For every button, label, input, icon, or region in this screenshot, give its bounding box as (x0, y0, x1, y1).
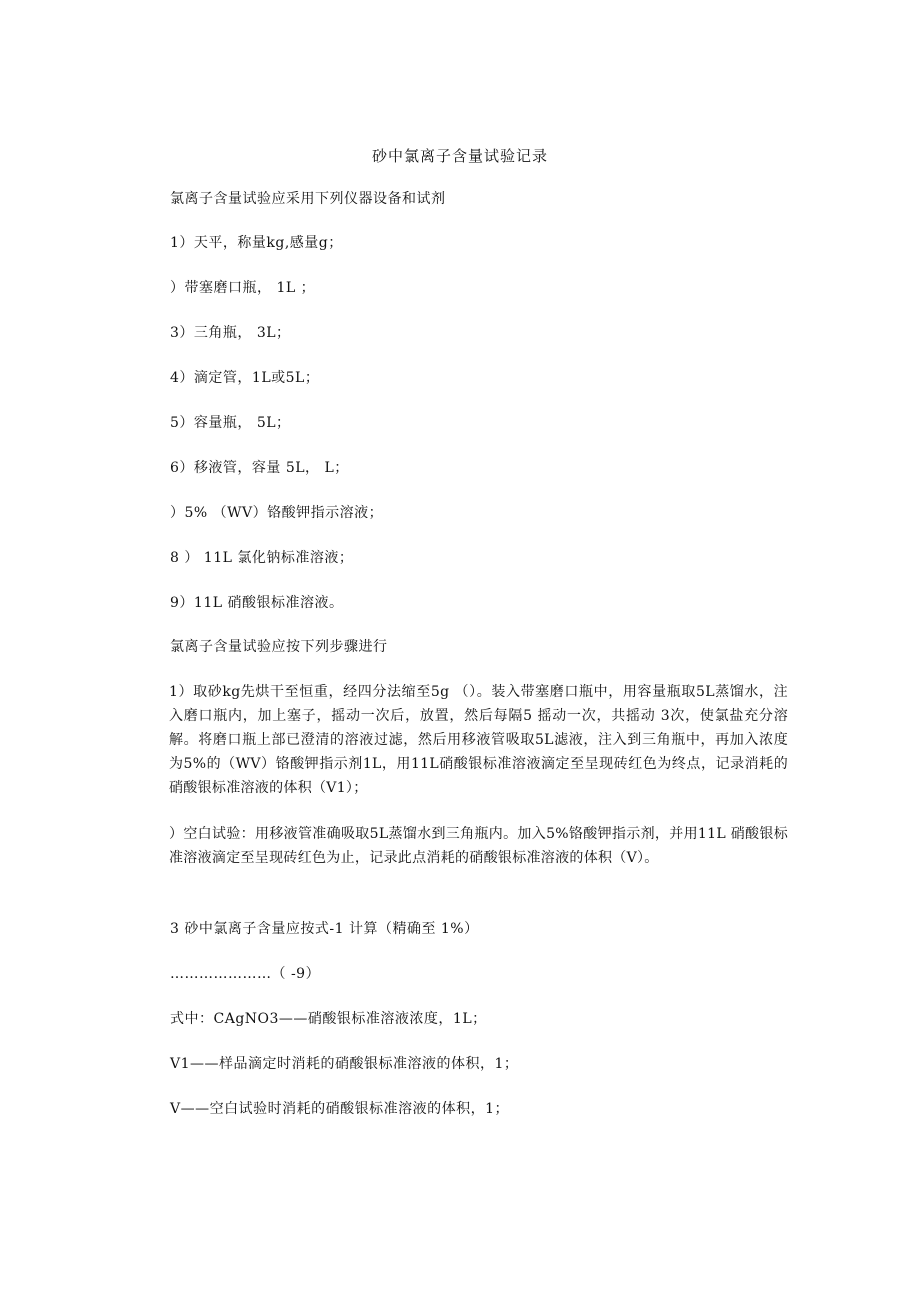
step-1-paragraph (138, 680, 788, 800)
where-line: 式中：CAgNO3——硝酸银标准溶液浓度，1L； (170, 1011, 487, 1027)
equipment-item: 9）11L 硝酸银标准溶液。 (170, 595, 344, 611)
step-1-text: 1）取砂kg先烘干至恒重，经四分法缩至5g （）。装入带塞磨口瓶中，用容量瓶取5L蒸馏水，注入磨口瓶内，加上塞子，摇动一次后，放置，然后每隔5 摇动一次，共摇动 3次，使氯盐充分溶解。将磨口瓶上部已澄清的溶液过滤，然后用移液管吸取5L滤液，注入到三角瓶中，再加入浓度为5%的（WV）铬酸钾指示剂1L，用11L硝酸银标准溶液滴定至呈现砖红色为终点，记录消耗的硝酸银标准溶液的体积（V1）； (169, 684, 788, 796)
equipment-item: 6）移液管，容量 5L， L； (170, 460, 349, 476)
formula-line: …………………（ -9） (170, 966, 321, 982)
document-title: 砂中氯离子含量试验记录 (371, 147, 548, 165)
equipment-item: ）带塞磨口瓶， 1L ； (170, 280, 316, 296)
equipment-item: 3）三角瓶， 3L； (170, 325, 291, 341)
equipment-item: 5）容量瓶， 5L； (170, 415, 291, 431)
step-2-paragraph (138, 822, 788, 870)
where-line: V——空白试验时消耗的硝酸银标准溶液的体积，1； (170, 1101, 510, 1117)
equipment-heading: 氯离子含量试验应采用下列仪器设备和试剂 (170, 191, 446, 207)
steps-heading: 氯离子含量试验应按下列步骤进行 (170, 639, 388, 655)
step-2-text: ）空白试验：用移液管准确吸取5L蒸馏水到三角瓶内。加入5%铬酸钾指示剂，并用11L 硝酸银标准溶液滴定至呈现砖红色为止，记录此点消耗的硝酸银标准溶液的体积（V）。 (169, 826, 788, 866)
equipment-item: 1）天平，称量kg,感量g； (170, 235, 343, 251)
equipment-item: ）5% （WV）铬酸钾指示溶液； (170, 505, 384, 521)
where-line: V1——样品滴定时消耗的硝酸银标准溶液的体积，1； (170, 1056, 519, 1072)
equipment-item: 8 ） 11L 氯化钠标准溶液； (170, 550, 354, 566)
equipment-item: 4）滴定管，1L或5L； (170, 370, 320, 386)
calc-heading: 3 砂中氯离子含量应按式-1 计算（精确至 1%） (170, 921, 479, 937)
